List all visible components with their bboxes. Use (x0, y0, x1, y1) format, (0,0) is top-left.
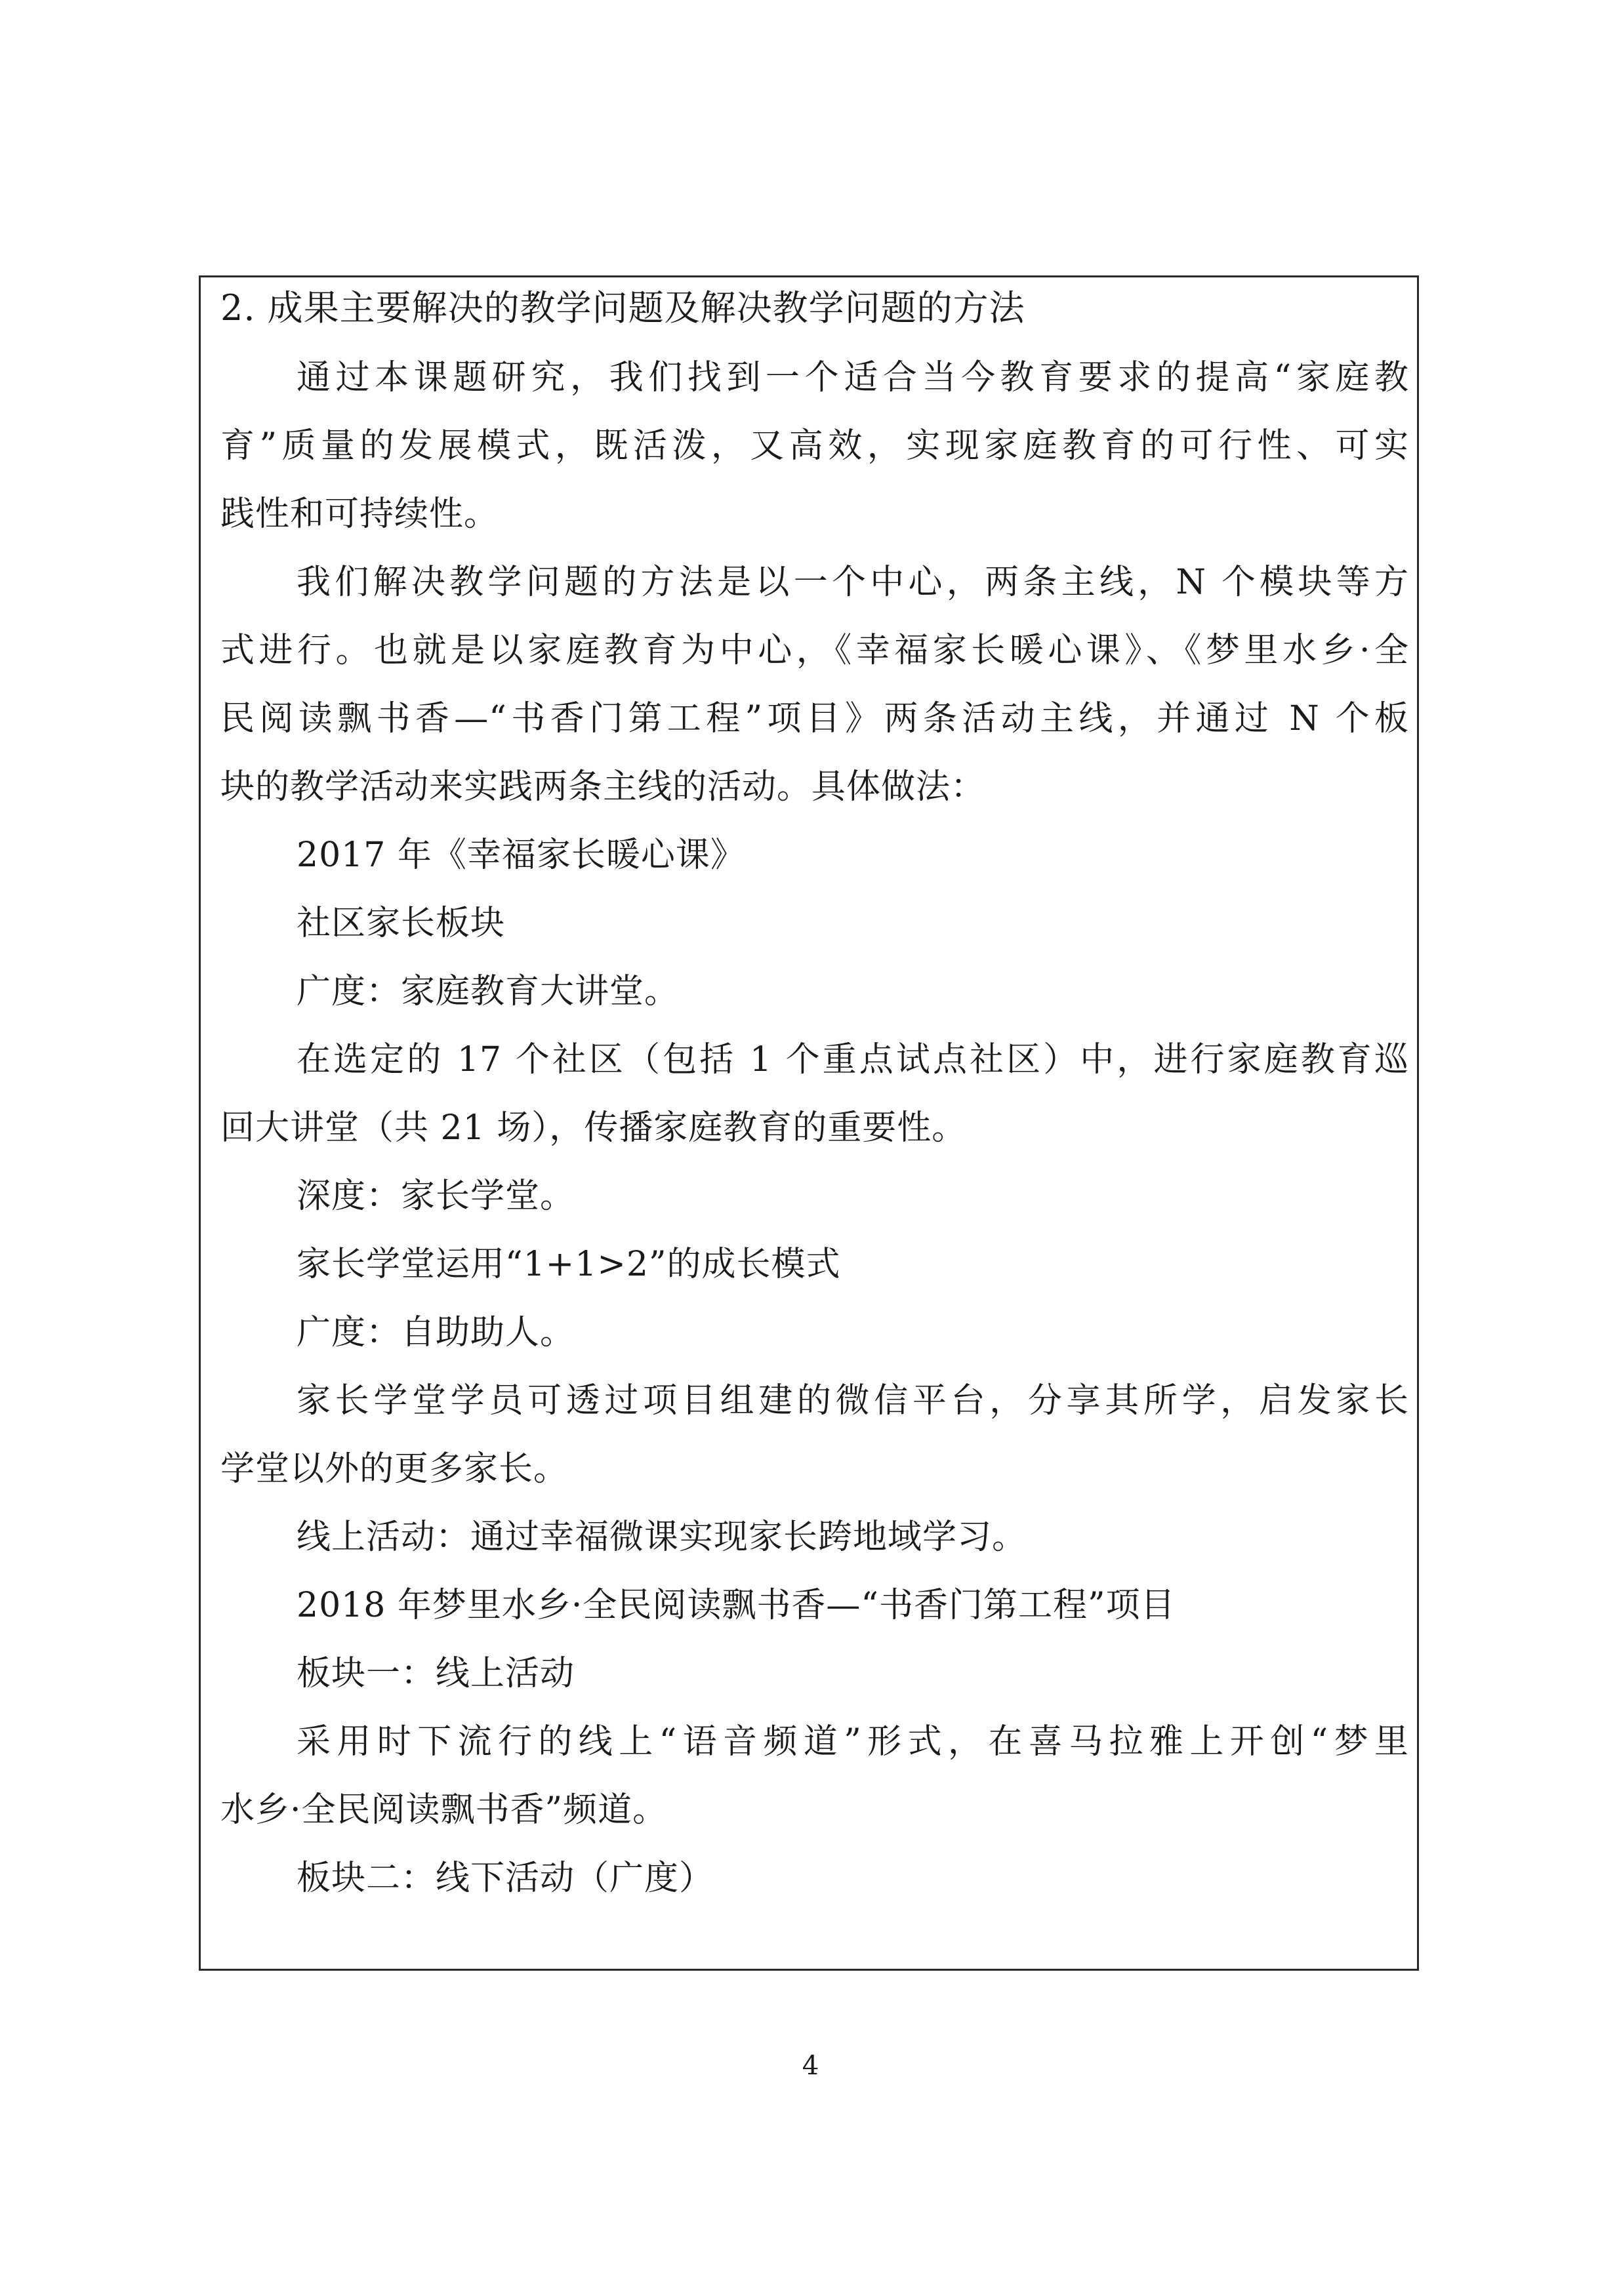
paragraph-line: 采用时下流行的线上“语音频道”形式，在喜马拉雅上开创“梦里 (297, 1722, 1409, 1762)
paragraph-line: 我们解决教学问题的方法是以一个中心，两条主线，N 个模块等方 (297, 563, 1409, 602)
paragraph-line: 回大讲堂（共 21 场），传播家庭教育的重要性。 (220, 1108, 967, 1148)
paragraph-line: 家长学堂运用“1+1>2”的成长模式 (297, 1245, 841, 1284)
paragraph-line: 广度：家庭教育大讲堂。 (297, 972, 680, 1011)
paragraph-line: 线上活动：通过幸福微课实现家长跨地域学习。 (297, 1518, 1027, 1557)
paragraph-line: 广度：自助助人。 (297, 1313, 575, 1352)
subheading-line: 板块一：线上活动 (297, 1654, 575, 1693)
paragraph-line: 水乡·全民阅读飘书香”频道。 (220, 1790, 668, 1830)
paragraph-line: 通过本课题研究，我们找到一个适合当今教育要求的提高“家庭教 (297, 358, 1409, 397)
paragraph-line: 在选定的 17 个社区（包括 1 个重点试点社区）中，进行家庭教育巡 (297, 1040, 1409, 1079)
subheading-line: 板块二：线下活动（广度） (297, 1859, 714, 1898)
paragraph-line: 深度：家长学堂。 (297, 1177, 575, 1216)
paragraph-line: 践性和可持续性。 (220, 494, 499, 534)
paragraph-line: 块的教学活动来实践两条主线的活动。具体做法： (220, 767, 986, 807)
content-frame (199, 275, 1419, 1971)
paragraph-line: 家长学堂学员可透过项目组建的微信平台，分享其所学，启发家长 (297, 1381, 1409, 1420)
paragraph-line: 学堂以外的更多家长。 (220, 1449, 569, 1489)
page-number: 4 (802, 2051, 819, 2081)
paragraph-line: 民阅读飘书香—“书香门第工程”项目》两条活动主线，并通过 N 个板 (220, 699, 1409, 738)
section-heading: 2. 成果主要解决的教学问题及解决教学问题的方法 (220, 287, 1025, 329)
subheading-line: 2017 年《幸福家长暖心课》 (297, 836, 745, 875)
subheading-line: 2018 年梦里水乡·全民阅读飘书香—“书香门第工程”项目 (297, 1586, 1176, 1625)
subheading-line: 社区家长板块 (297, 904, 506, 943)
paragraph-line: 式进行。也就是以家庭教育为中心，《幸福家长暖心课》、《梦里水乡·全 (220, 631, 1409, 670)
paragraph-line: 育”质量的发展模式，既活泼，又高效，实现家庭教育的可行性、可实 (220, 426, 1409, 466)
